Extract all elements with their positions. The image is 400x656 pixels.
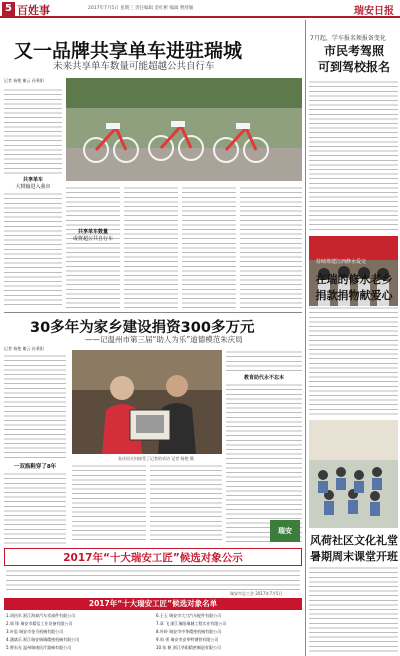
right-title-1: 市民考驾照	[323, 44, 384, 58]
banner-body	[6, 569, 300, 591]
section-title: 百姓事	[17, 4, 50, 17]
feature-photo-caption: 朱庆局夫妇接受了记者的采访 记者 杨艳 摄	[118, 456, 194, 461]
left-column-title: 一双瓶鞋穿了8年	[13, 464, 57, 470]
lead-subhead-2a: 共享单车数量	[77, 229, 108, 235]
right-bottom-title-2: 暑期周末课堂开班	[310, 550, 398, 563]
lead-body-col3	[124, 186, 178, 308]
classroom-photo	[309, 420, 398, 528]
feature-title: 30多年为家乡建设捐资300多万元	[30, 320, 255, 336]
feature-body-col3a	[226, 350, 302, 372]
lead-body-col5	[240, 186, 302, 308]
footer-badge	[270, 520, 300, 542]
feature-body-col1	[4, 354, 66, 458]
candidate-8: 8.叶岭 瑞安市中华精密机械有限公司	[156, 629, 222, 634]
page-header	[0, 0, 400, 18]
lead-body-col4	[182, 186, 236, 308]
candidate-5: 5.曾东光 温州瑞康医疗器械有限公司	[6, 645, 72, 650]
right-body-2	[309, 306, 398, 416]
candidate-1: 1.胡昌军 浙江海泰汽车零部件有限公司	[6, 613, 76, 618]
lead-title: 又一品牌共享单车进驻瑞城	[14, 40, 243, 62]
newspaper-logo: 瑞安日报	[354, 6, 394, 17]
left-body	[4, 472, 66, 544]
lead-body-col1	[4, 88, 62, 174]
feature-body-col2b	[150, 464, 222, 544]
feature-subhead: 教育助代永不忘本	[243, 375, 284, 381]
lead-byline: 记者 杨艳 谢云 孙秉阳	[4, 78, 44, 83]
right-mid-title-1: 在瑞的修水老乡	[315, 273, 393, 286]
feature-body-col3b	[226, 383, 302, 543]
lead-subhead-1a: 共享单车	[22, 177, 43, 183]
candidate-4: 4.潘斌乐 浙江瑞安瑞城精密机械有限公司	[6, 637, 80, 642]
feature-body-col2a	[72, 464, 146, 544]
candidate-3: 3.叶思 瑞安市金马机械有限公司	[6, 629, 64, 634]
issue-meta: 2017年7月5日 星期三 责任编辑 金红彬 编辑 曹舒颖	[88, 6, 194, 11]
footer-badge-text: 瑞安	[278, 527, 292, 535]
candidate-6: 6.王玉 瑞安市大刀汽车配件有限公司	[156, 613, 222, 618]
candidate-list-title: 2017年“十大瑞安工匠”候选对象名单	[4, 598, 302, 610]
page-number: 5	[2, 2, 15, 16]
lead-subtitle: 未来共享单车数量可能超越公共自行车	[53, 61, 215, 72]
craftsman-banner-title: 2017年“十大瑞安工匠”候选对象公示	[4, 548, 302, 566]
right-body-1	[309, 80, 398, 230]
right-bottom-title-1: 风荷社区文化礼堂	[310, 534, 398, 547]
lead-subhead-1b: 大棋输进入我市	[15, 184, 51, 190]
candidate-10: 10.张 帆 浙江华阳精密制造有限公司	[156, 645, 221, 650]
feature-photo	[72, 350, 222, 454]
bike-photo	[66, 78, 302, 181]
lead-subhead-2b: 或将超公共自行车	[72, 236, 113, 242]
feature-byline: 记者 杨艳 谢云 孙秉阳	[4, 346, 44, 351]
candidate-9: 9.周 勇 瑞安市安华特钢铁有限公司	[156, 637, 219, 642]
lead-body-col2	[66, 186, 120, 308]
right-mid-title-2: 捐款捐物献爱心	[315, 289, 393, 302]
right-kicker: 7月起，学车报名须报备变化	[310, 35, 386, 42]
column-divider	[305, 20, 306, 656]
candidate-7: 7.章 飞 浙江瑞阳瑞城工程实业有限公司	[156, 621, 227, 626]
right-mid-kicker: 持续筹建江西修水爱交	[316, 259, 367, 265]
banner-note: 瑞安市总工会 2017年7月5日	[230, 591, 283, 596]
right-body-3	[309, 566, 398, 652]
right-title-2: 可到驾校报名	[317, 60, 390, 74]
section-rule	[4, 312, 302, 313]
feature-subtitle: ——记温州市第三届“助人为乐”道德模范朱庆局	[85, 335, 243, 344]
lead-body-col1b	[4, 192, 62, 308]
candidate-2: 2.郭 锋 瑞安市精信工业设备有限公司	[6, 621, 73, 626]
